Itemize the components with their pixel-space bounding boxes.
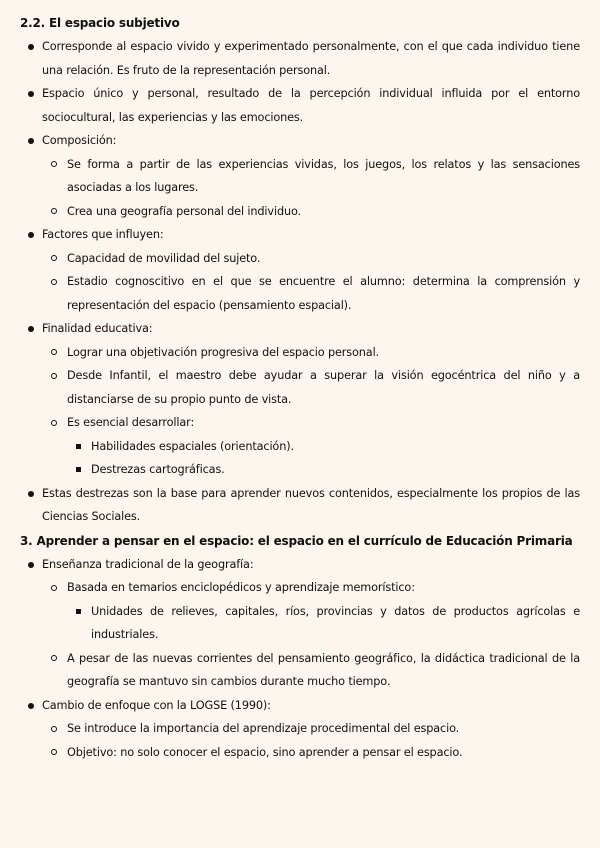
circle-bullet-icon bbox=[51, 726, 57, 732]
sublist bbox=[67, 435, 580, 482]
list-item bbox=[42, 270, 580, 317]
list-item-text: Cambio de enfoque con la LOGSE (1990): bbox=[42, 698, 271, 712]
list-item-text: Lograr una objetivación progresiva del espacio personal. bbox=[67, 345, 380, 359]
section-heading-2-2: 2.2. El espacio subjetivo bbox=[20, 16, 180, 30]
sublist bbox=[67, 600, 580, 647]
sublist bbox=[42, 247, 580, 318]
list-item bbox=[20, 82, 580, 129]
list-item bbox=[20, 129, 580, 223]
bullet-icon bbox=[28, 91, 34, 97]
section-heading-3: 3. Aprender a pensar en el espacio: el espacio en el currículo de Educación Primaria bbox=[20, 533, 573, 548]
square-bullet-icon bbox=[76, 609, 81, 614]
list-item bbox=[67, 458, 580, 482]
list-item bbox=[42, 576, 580, 647]
list-item-text: Capacidad de movilidad del sujeto. bbox=[67, 251, 261, 265]
list-item-text: Factores que influyen: bbox=[42, 228, 164, 241]
section-2-2-list bbox=[20, 35, 580, 529]
sublist bbox=[42, 153, 580, 224]
list-item bbox=[20, 553, 580, 694]
circle-bullet-icon bbox=[51, 279, 57, 285]
list-item-text: Se forma a partir de las experiencias vividas, los juegos, los relatos y las sensaciones asociadas a los lugares. bbox=[67, 157, 580, 194]
circle-bullet-icon bbox=[51, 420, 57, 426]
list-item-text: Habilidades espaciales (orientación). bbox=[91, 439, 294, 453]
list-item-text: Unidades de relieves, capitales, ríos, provincias y datos de productos agrícolas e industriales. bbox=[91, 604, 580, 641]
square-bullet-icon bbox=[76, 467, 81, 472]
bullet-icon bbox=[28, 326, 34, 332]
list-item-text: Objetivo: no solo conocer el espacio, sino aprender a pensar el espacio. bbox=[67, 745, 463, 759]
sublist bbox=[42, 341, 580, 482]
bullet-icon bbox=[28, 562, 34, 568]
list-item-text: Basada en temarios enciclopédicos y aprendizaje memorístico: bbox=[67, 581, 415, 594]
list-item bbox=[42, 717, 580, 741]
bullet-icon bbox=[28, 138, 34, 144]
list-item bbox=[20, 317, 580, 482]
bullet-icon bbox=[28, 232, 34, 238]
circle-bullet-icon bbox=[51, 208, 57, 214]
list-item bbox=[42, 247, 580, 271]
list-item bbox=[42, 411, 580, 482]
circle-bullet-icon bbox=[51, 655, 57, 661]
section-3-list bbox=[20, 553, 580, 765]
sublist bbox=[42, 717, 580, 764]
list-item bbox=[42, 364, 580, 411]
bullet-icon bbox=[28, 491, 34, 497]
list-item-text: Desde Infantil, el maestro debe ayudar a superar la visión egocéntrica del niño y a distanciarse de su propio punto de vista. bbox=[67, 369, 580, 406]
circle-bullet-icon bbox=[51, 585, 57, 591]
list-item bbox=[67, 435, 580, 459]
list-item bbox=[42, 153, 580, 200]
list-item bbox=[67, 600, 580, 647]
list-item-text: Estas destrezas son la base para aprender nuevos contenidos, especialmente los propios de las Ciencias Sociales. bbox=[42, 486, 580, 523]
list-item-text: Espacio único y personal, resultado de la percepción individual influida por el entorno sociocultural, las experiencias y las emociones. bbox=[42, 87, 580, 124]
circle-bullet-icon bbox=[51, 373, 57, 379]
list-item bbox=[20, 482, 580, 529]
list-item bbox=[42, 200, 580, 224]
circle-bullet-icon bbox=[51, 161, 57, 167]
square-bullet-icon bbox=[76, 444, 81, 449]
list-item-text: Destrezas cartográficas. bbox=[91, 463, 225, 476]
list-item-text: A pesar de las nuevas corrientes del pensamiento geográfico, la didáctica tradicional de la geografía se mantuvo sin cambios durante mucho tiempo. bbox=[67, 651, 580, 688]
circle-bullet-icon bbox=[51, 255, 57, 261]
circle-bullet-icon bbox=[51, 749, 57, 755]
list-item bbox=[20, 223, 580, 317]
list-item bbox=[20, 694, 580, 765]
list-item-text: Estadio cognoscitivo en el que se encuentre el alumno: determina la comprensión y representación del espacio (pensamiento espacial). bbox=[67, 275, 580, 312]
list-item-text: Corresponde al espacio vivido y experimentado personalmente, con el que cada individuo tiene una relación. Es fruto de la representación personal. bbox=[42, 40, 580, 77]
list-item-text: Es esencial desarrollar: bbox=[67, 416, 195, 429]
list-item bbox=[20, 35, 580, 82]
bullet-icon bbox=[28, 703, 34, 709]
list-item-text: Se introduce la importancia del aprendizaje procedimental del espacio. bbox=[67, 722, 460, 735]
list-item-text: Enseñanza tradicional de la geografía: bbox=[42, 557, 254, 571]
list-item bbox=[42, 341, 580, 365]
sublist bbox=[42, 576, 580, 694]
bullet-icon bbox=[28, 44, 34, 50]
list-item bbox=[42, 647, 580, 694]
circle-bullet-icon bbox=[51, 349, 57, 355]
list-item-text: Finalidad educativa: bbox=[42, 322, 153, 335]
list-item bbox=[42, 741, 580, 765]
list-item-text: Composición: bbox=[42, 134, 117, 147]
list-item-text: Crea una geografía personal del individuo. bbox=[67, 204, 301, 218]
